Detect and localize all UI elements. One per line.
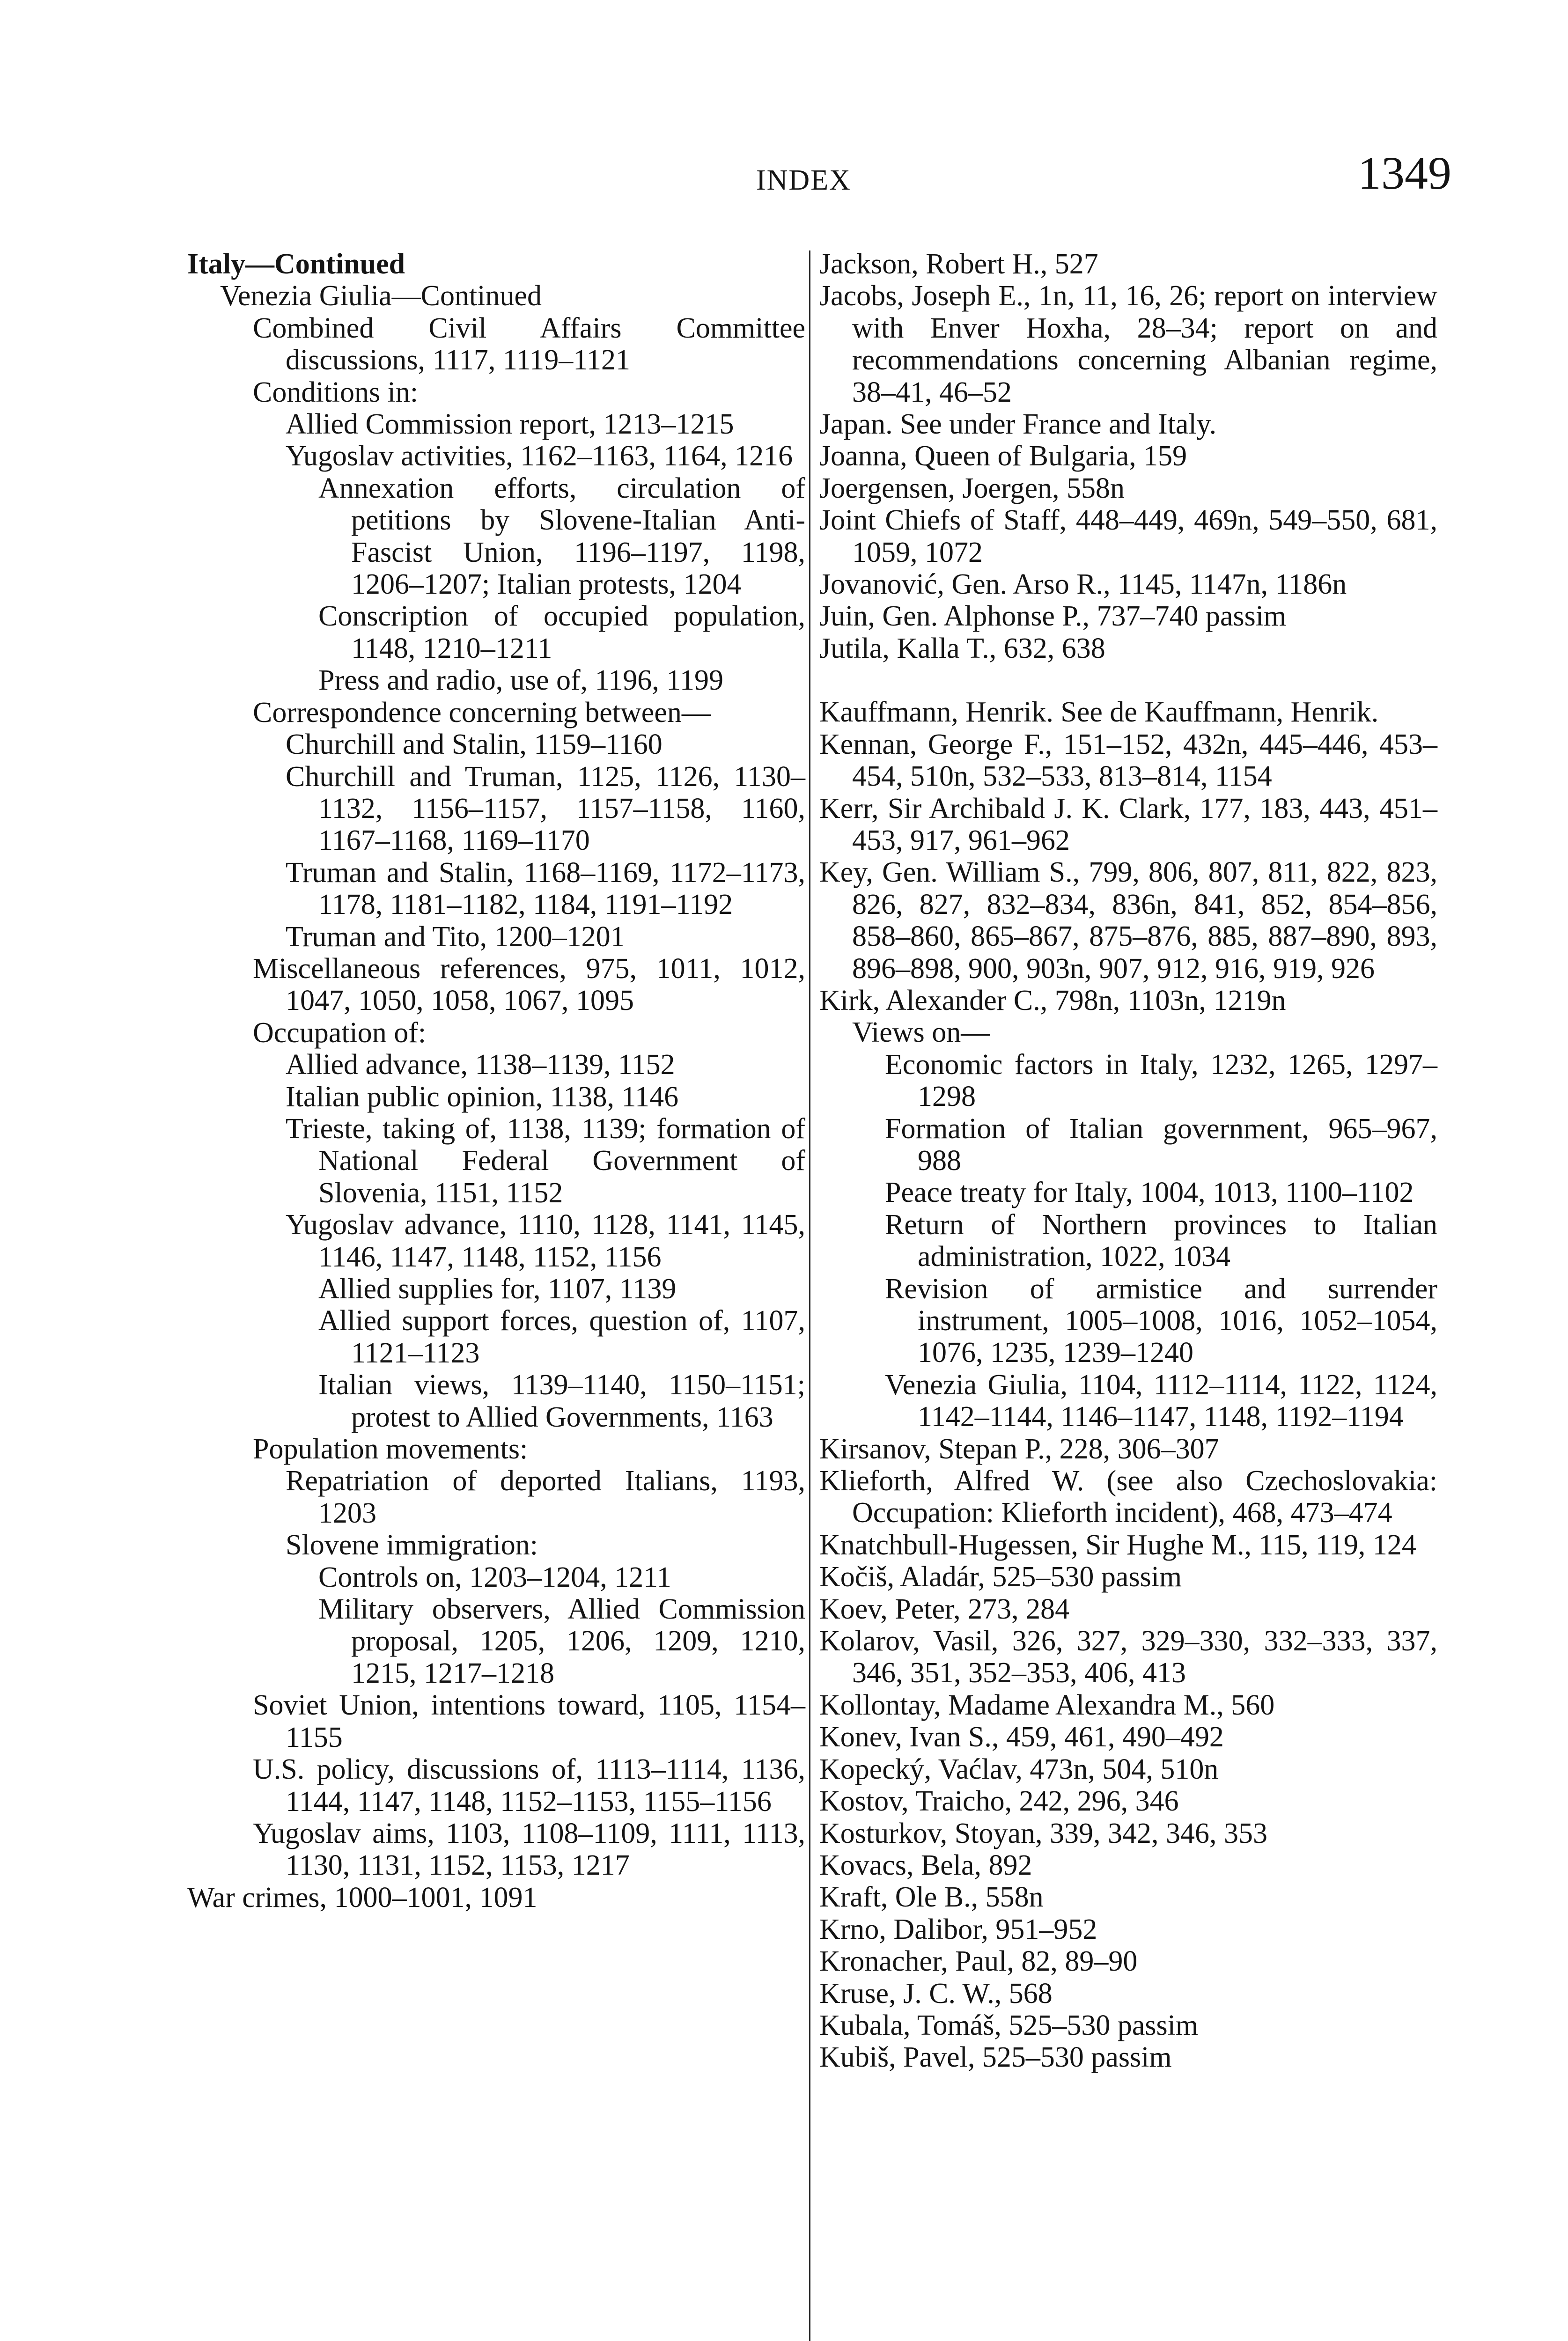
- index-entry: Kubiš, Pavel, 525–530 passim: [819, 2041, 1172, 2074]
- index-entry: Population movements:: [253, 1433, 528, 1465]
- index-entry: Italy—Continued: [187, 248, 405, 280]
- index-entry: Konev, Ivan S., 459, 461, 490–492: [819, 1721, 1224, 1753]
- index-entry: Kauffmann, Henrik. See de Kauffmann, Henrik.: [819, 696, 1379, 729]
- index-entry: Slovene immigration:: [286, 1529, 538, 1561]
- index-entry: Occupation of:: [253, 1016, 427, 1049]
- index-entry: Klieforth, Alfred W. (see also Czechoslovakia: Occupation: Klieforth incident), 468, 473–474: [819, 1465, 1437, 1529]
- index-entry: Annexation efforts, circulation of petitions by Slovene-Italian Anti-Fascist Union, 1196–1197, 1198, 1206–1207; Italian protests, 1204: [318, 472, 805, 601]
- index-entry: Kollontay, Madame Alexandra M., 560: [819, 1689, 1275, 1721]
- index-entry: Venezia Giulia—Continued: [220, 280, 542, 312]
- column-divider: [809, 250, 810, 2341]
- index-entry: Peace treaty for Italy, 1004, 1013, 1100–1102: [885, 1177, 1414, 1209]
- index-entry: Economic factors in Italy, 1232, 1265, 1297–1298: [885, 1048, 1437, 1113]
- index-entry: Kosturkov, Stoyan, 339, 342, 346, 353: [819, 1817, 1267, 1849]
- index-entry: Truman and Stalin, 1168–1169, 1172–1173, 1178, 1181–1182, 1184, 1191–1192: [286, 856, 805, 921]
- index-entry: Venezia Giulia, 1104, 1112–1114, 1122, 1124, 1142–1144, 1146–1147, 1148, 1192–1194: [885, 1369, 1437, 1433]
- index-entry: Trieste, taking of, 1138, 1139; formation of National Federal Government of Slovenia, 1151, 1152: [286, 1112, 805, 1209]
- index-entry: Kerr, Sir Archibald J. K. Clark, 177, 183, 443, 451–453, 917, 961–962: [819, 792, 1437, 856]
- index-entry: Italian views, 1139–1140, 1150–1151; protest to Allied Governments, 1163: [318, 1369, 805, 1433]
- index-entry: Kennan, George F., 151–152, 432n, 445–446, 453–454, 510n, 532–533, 813–814, 1154: [819, 728, 1437, 793]
- index-entry: Joanna, Queen of Bulgaria, 159: [819, 440, 1187, 472]
- index-entry: Kopecký, Vaćlav, 473n, 504, 510n: [819, 1753, 1219, 1785]
- index-entry: Views on—: [852, 1016, 990, 1049]
- index-entry: Kraft, Ole B., 558n: [819, 1881, 1044, 1914]
- index-entry: Formation of Italian government, 965–967, 988: [885, 1112, 1437, 1177]
- index-entry: Japan. See under France and Italy.: [819, 408, 1217, 441]
- index-entry: Kočiš, Aladár, 525–530 passim: [819, 1561, 1182, 1593]
- index-entry: Jackson, Robert H., 527: [819, 248, 1098, 280]
- index-entry: Return of Northern provinces to Italian administration, 1022, 1034: [885, 1208, 1437, 1273]
- index-entry: Jacobs, Joseph E., 1n, 11, 16, 26; report on interview with Enver Hoxha, 28–34; report on and recommendations concerning Albanian regime, 38–41, 46–52: [819, 280, 1437, 408]
- page-header: [0, 0, 1568, 215]
- index-entry: Combined Civil Affairs Committee discussions, 1117, 1119–1121: [253, 312, 805, 376]
- index-entry: Knatchbull-Hugessen, Sir Hughe M., 115, 119, 124: [819, 1529, 1416, 1561]
- index-entry: Juin, Gen. Alphonse P., 737–740 passim: [819, 600, 1287, 633]
- index-entry: Kovacs, Bela, 892: [819, 1849, 1032, 1881]
- index-entry: Joergensen, Joergen, 558n: [819, 472, 1125, 504]
- index-entry: Kolarov, Vasil, 326, 327, 329–330, 332–333, 337, 346, 351, 352–353, 406, 413: [819, 1625, 1437, 1689]
- index-entry: Krno, Dalibor, 951–952: [819, 1913, 1097, 1945]
- index-entry: War crimes, 1000–1001, 1091: [187, 1881, 537, 1914]
- index-column-left: [187, 248, 805, 1914]
- index-entry: Conditions in:: [253, 376, 419, 408]
- index-entry: Kirsanov, Stepan P., 228, 306–307: [819, 1433, 1219, 1465]
- index-entry: Military observers, Allied Commission proposal, 1205, 1206, 1209, 1210, 1215, 1217–1218: [318, 1593, 805, 1689]
- index-entry: Yugoslav aims, 1103, 1108–1109, 1111, 1113, 1130, 1131, 1152, 1153, 1217: [253, 1817, 805, 1882]
- page-number: 1349: [1358, 147, 1451, 199]
- index-entry: Churchill and Truman, 1125, 1126, 1130–1132, 1156–1157, 1157–1158, 1160, 1167–1168, 1169–1170: [286, 760, 805, 857]
- index-entry: Repatriation of deported Italians, 1193, 1203: [286, 1465, 805, 1529]
- index-entry: Press and radio, use of, 1196, 1199: [318, 664, 724, 697]
- index-entry: Yugoslav advance, 1110, 1128, 1141, 1145, 1146, 1147, 1148, 1152, 1156: [286, 1209, 805, 1273]
- index-column-right: [819, 248, 1437, 2074]
- index-entry: Revision of armistice and surrender instrument, 1005–1008, 1016, 1052–1054, 1076, 1235, 1239–1240: [885, 1273, 1437, 1369]
- index-entry: Kronacher, Paul, 82, 89–90: [819, 1945, 1138, 1978]
- index-entry: Churchill and Stalin, 1159–1160: [286, 729, 663, 761]
- letter-gap: [819, 664, 1437, 696]
- index-entry: Yugoslav activities, 1162–1163, 1164, 1216: [286, 440, 793, 472]
- index-entry: Controls on, 1203–1204, 1211: [318, 1561, 671, 1593]
- index-entry: Italian public opinion, 1138, 1146: [286, 1081, 679, 1113]
- index-entry: Koev, Peter, 273, 284: [819, 1593, 1070, 1625]
- index-entry: Allied Commission report, 1213–1215: [286, 408, 734, 441]
- index-entry: Kubala, Tomáš, 525–530 passim: [819, 2009, 1199, 2041]
- index-entry: Soviet Union, intentions toward, 1105, 1154–1155: [253, 1689, 805, 1753]
- index-entry: Jovanović, Gen. Arso R., 1145, 1147n, 1186n: [819, 568, 1347, 601]
- index-entry: Jutila, Kalla T., 632, 638: [819, 632, 1105, 664]
- index-entry: Conscription of occupied population, 1148, 1210–1211: [318, 600, 805, 664]
- running-head: INDEX: [756, 164, 851, 196]
- index-entry: Kirk, Alexander C., 798n, 1103n, 1219n: [819, 984, 1286, 1016]
- index-entry: Kruse, J. C. W., 568: [819, 1977, 1053, 2010]
- index-entry: Allied supplies for, 1107, 1139: [318, 1273, 677, 1305]
- index-entry: Joint Chiefs of Staff, 448–449, 469n, 549–550, 681, 1059, 1072: [819, 504, 1437, 568]
- index-entry: Truman and Tito, 1200–1201: [286, 920, 625, 953]
- index-entry: Allied support forces, question of, 1107, 1121–1123: [318, 1305, 805, 1369]
- index-entry: Allied advance, 1138–1139, 1152: [286, 1049, 675, 1081]
- index-entry: Key, Gen. William S., 799, 806, 807, 811, 822, 823, 826, 827, 832–834, 836n, 841, 852, 854–856, 858–860, 865–867, 875–876, 885, 887–890, 893, 896–898, 900, 903n, 907, 912, 916, 919, 926: [819, 856, 1437, 985]
- index-entry: Correspondence concerning between—: [253, 696, 711, 729]
- index-entry: Miscellaneous references, 975, 1011, 1012, 1047, 1050, 1058, 1067, 1095: [253, 952, 805, 1017]
- index-entry: Kostov, Traicho, 242, 296, 346: [819, 1785, 1179, 1818]
- index-entry: U.S. policy, discussions of, 1113–1114, 1136, 1144, 1147, 1148, 1152–1153, 1155–1156: [253, 1753, 805, 1818]
